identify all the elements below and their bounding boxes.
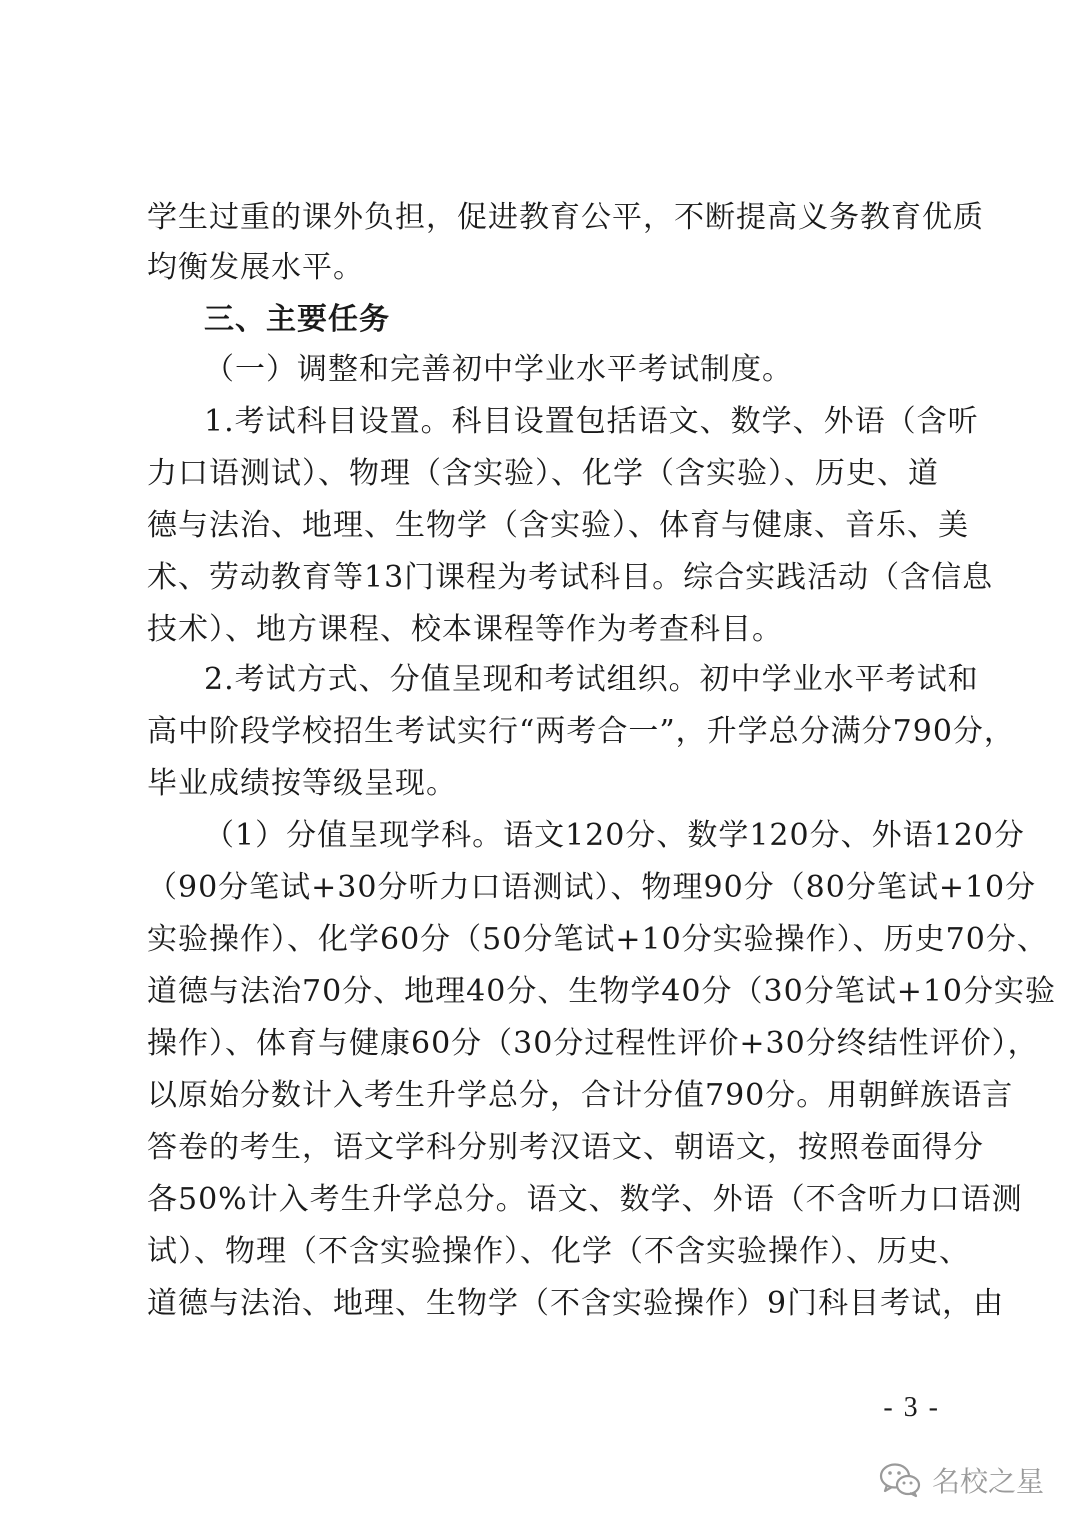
text-line: 道德与法治70分、地理40分、生物学40分（30分笔试+10分实验 <box>147 974 1057 1009</box>
text-line: 答卷的考生，语文学科分别考汉语文、朝语文，按照卷面得分 <box>147 1130 984 1165</box>
text-line: 高中阶段学校招生考试实行“两考合一”，升学总分满分790分， <box>147 714 1015 749</box>
text-line: 道德与法治、地理、生物学（不含实验操作）9门科目考试，由 <box>147 1286 1005 1321</box>
text-line: 操作）、体育与健康60分（30分过程性评价+30分终结性评价）， <box>147 1026 1039 1061</box>
text-line: 毕业成绩按等级呈现。 <box>147 766 457 801</box>
subsection-heading: （一）调整和完善初中学业水平考试制度。 <box>204 352 793 387</box>
text-line: 力口语测试）、物理（含实验）、化学（含实验）、历史、道 <box>147 456 939 491</box>
text-line: 2.考试方式、分值呈现和考试组织。初中学业水平考试和 <box>204 662 979 697</box>
page-number: - 3 - <box>883 1392 940 1423</box>
text-line: 1.考试科目设置。科目设置包括语文、数学、外语（含听 <box>204 404 979 439</box>
text-line: 均衡发展水平。 <box>147 250 364 285</box>
wechat-icon <box>878 1461 922 1499</box>
text-line: 术、劳动教育等13门课程为考试科目。综合实践活动（含信息 <box>147 560 994 595</box>
section-heading: 三、主要任务 <box>204 302 390 337</box>
text-line: （90分笔试+30分听力口语测试）、物理90分（80分笔试+10分 <box>147 870 1037 905</box>
watermark <box>878 1458 1044 1502</box>
text-line: 德与法治、地理、生物学（含实验）、体育与健康、音乐、美 <box>147 508 969 543</box>
text-line: 各50%计入考生升学总分。语文、数学、外语（不含听力口语测 <box>147 1182 1023 1217</box>
text-line: 试）、物理（不含实验操作）、化学（不含实验操作）、历史、 <box>147 1234 970 1269</box>
text-line: （1）分值呈现学科。语文120分、数学120分、外语120分 <box>204 818 1025 853</box>
text-line: 技术）、地方课程、校本课程等作为考查科目。 <box>147 612 783 647</box>
text-line: 学生过重的课外负担，促进教育公平，不断提高义务教育优质 <box>147 200 984 235</box>
watermark-text: 名校之星 <box>931 1465 1044 1498</box>
text-line: 实验操作）、化学60分（50分笔试+10分实验操作）、历史70分、 <box>147 922 1048 957</box>
text-line: 以原始分数计入考生升学总分，合计分值790分。用朝鲜族语言 <box>147 1078 1014 1113</box>
